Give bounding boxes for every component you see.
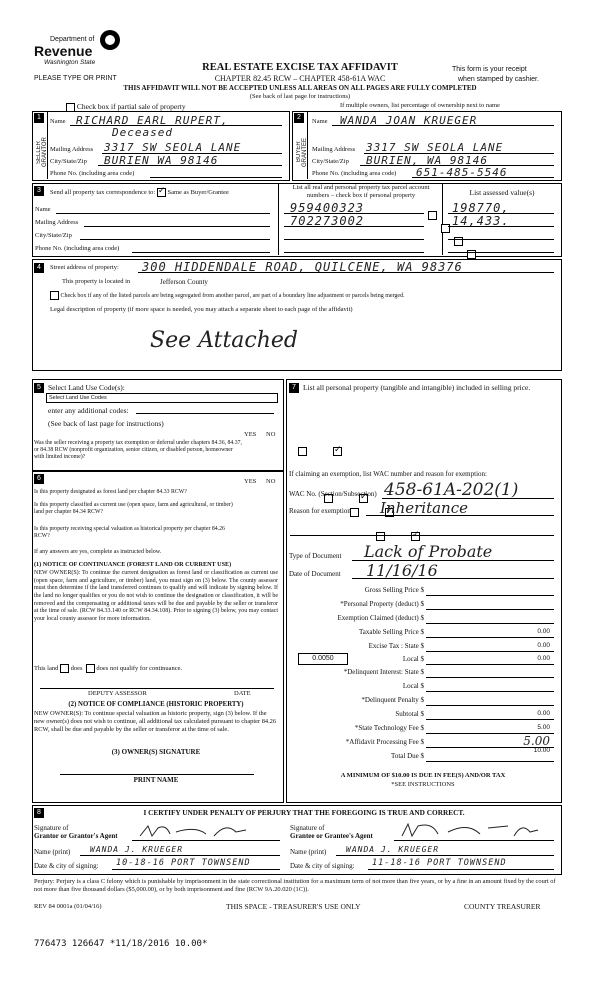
seller-name[interactable]: RICHARD EARL RUPERT, bbox=[76, 114, 229, 127]
section-4-number: 4 bbox=[34, 263, 44, 273]
technology-fee-value[interactable]: 5.00 bbox=[537, 724, 550, 731]
section-1-number: 1 bbox=[34, 113, 44, 123]
does-not-checkbox[interactable] bbox=[86, 664, 95, 673]
county-value: Jefferson County bbox=[160, 278, 208, 286]
doc-type-label: Type of Document bbox=[289, 552, 342, 560]
excise-state-label: Excise Tax : State $ bbox=[368, 642, 424, 650]
send-correspondence bbox=[50, 188, 229, 197]
seller-name-label: Name bbox=[50, 118, 66, 125]
grantee-signature-scribble bbox=[398, 820, 548, 840]
legal-description-value[interactable]: See Attached bbox=[150, 328, 298, 353]
grantor-signature[interactable] bbox=[136, 822, 276, 840]
county-treasurer: COUNTY TREASURER bbox=[464, 902, 541, 911]
certify-statement: I CERTIFY UNDER PENALTY OF PERJURY THAT THE FOREGOING IS TRUE AND CORRECT. bbox=[143, 808, 465, 817]
land-use-select-value: Select Land Use Codes bbox=[49, 395, 107, 401]
wac-label: WAC No. (Section/Subsection) bbox=[289, 490, 377, 498]
section-4-box bbox=[32, 259, 562, 371]
seller-mail[interactable]: 3317 SW SEOLA LANE bbox=[104, 141, 242, 154]
subtotal-value[interactable]: 0.00 bbox=[537, 710, 550, 717]
treasurer-use: THIS SPACE - TREASURER'S USE ONLY bbox=[226, 902, 361, 911]
processing-fee-label: *Affidavit Processing Fee $ bbox=[345, 738, 424, 746]
buyer-mail[interactable]: 3317 SW SEOLA LANE bbox=[366, 141, 504, 154]
grantee-name-label: Name (print) bbox=[290, 848, 327, 856]
gross-selling-label: Gross Selling Price $ bbox=[364, 586, 424, 594]
dept-line3: Washington State bbox=[44, 59, 96, 66]
technology-fee-label: *State Technology Fee $ bbox=[354, 724, 424, 732]
grantor-sig-label-a: Signature of bbox=[34, 824, 69, 832]
parcel-1[interactable]: 959400323 bbox=[290, 201, 365, 215]
current-use-question: Is this property classified as current use (open space, farm and agricultural, or timber) land per chapter 84.34 RCW? bbox=[34, 502, 233, 516]
receipt-line2: when stamped by cashier. bbox=[458, 76, 539, 83]
does-label: does bbox=[70, 664, 83, 672]
parcel-header-1: List all real and personal property tax parcel account bbox=[292, 184, 430, 191]
dept-line1: Department of bbox=[50, 36, 95, 43]
excise-state-value[interactable]: 0.00 bbox=[537, 642, 550, 649]
corr-city-label: City/State/Zip bbox=[35, 232, 72, 239]
buyer-name[interactable]: WANDA JOAN KRUEGER bbox=[340, 114, 478, 127]
notice-continuance-title: (1) NOTICE OF CONTINUANCE (FOREST LAND OR CURRENT USE) bbox=[34, 561, 232, 568]
section-6-number: 6 bbox=[34, 474, 44, 484]
delinquent-penalty-label: *Delinquent Penalty $ bbox=[361, 696, 424, 704]
same-as-buyer-label: Same as Buyer/Grantee bbox=[167, 188, 229, 196]
doc-date-value[interactable]: 11/16/16 bbox=[366, 561, 438, 580]
forest-land-question: Is this property designated as forest land per chapter 84.33 RCW? bbox=[34, 489, 187, 495]
receipt-line1: This form is your receipt bbox=[452, 66, 527, 73]
this-land-row bbox=[34, 664, 182, 673]
total-due-value[interactable]: 10.00 bbox=[533, 747, 550, 754]
segregate-label: Check box if any of the listed parcels are being segregated from another parcel, are part of a boundary line adjustment or parcels being merged. bbox=[60, 292, 405, 299]
buyer-phone-label: Phone No. (including area code) bbox=[312, 170, 397, 177]
wac-value[interactable]: 458-61A-202(1) bbox=[384, 480, 519, 500]
historic-question: Is this property receiving special valuation as historical property per chapter 84.26 RCW? bbox=[34, 526, 225, 540]
section-7-number: 7 bbox=[289, 383, 299, 393]
see-back: (See back of last page for instructions) bbox=[249, 93, 351, 100]
dept-line2: Revenue bbox=[34, 43, 93, 59]
grantee-name-print[interactable]: WANDA J. KRUEGER bbox=[346, 845, 440, 854]
land-use-title: Select Land Use Code(s): bbox=[48, 383, 125, 392]
delinquent-local-label: Local $ bbox=[402, 682, 424, 690]
delinquent-interest-label: *Delinquent Interest: State $ bbox=[343, 668, 424, 676]
local-rate-box[interactable]: 0.0050 bbox=[298, 653, 348, 665]
personal-property-title: List all personal property (tangible and intangible) included in selling price. bbox=[303, 383, 531, 392]
department-of-revenue-logo bbox=[30, 28, 125, 68]
reason-label: Reason for exemption bbox=[289, 507, 351, 515]
additional-codes-label: enter any additional codes: bbox=[48, 406, 129, 415]
perjury-notice: Perjury: Perjury is a class C felony which is punishable by imprisonment in the state correctional institution for a maximum term of not more than five years, or by a fine in an amount fixed by the court of not more than five thousand dollars ($5,000.00), or by both imprisonment and fine (RCW 9A.20.020 (1C)). bbox=[34, 878, 556, 894]
partial-sale-label: Check box if partial sale of property bbox=[76, 102, 186, 111]
notice-continuance-text: NEW OWNER(S): To continue the current designation as forest land or classification as current use (open space, farm and agriculture, or timber) land, you must sign on (3) below. The county assessor must then determine if the land transferred continues to qualify and will indicate by signing below. If the land no longer qualifies or you do not wish to continue the designation or classification, it will be removed and the compensating or additional taxes will be due and payable by the seller or transferor at the time of sale. (RCW 84.33.140 or RCW 84.34.108). Prior to signing (3) below, you may contact your local county assessor for more information. bbox=[34, 570, 278, 623]
send-correspondence-label: Send all property tax correspondence to: bbox=[50, 188, 156, 196]
corr-phone-label: Phone No. (including area code) bbox=[35, 245, 120, 252]
doc-date-label: Date of Document bbox=[289, 570, 341, 578]
seller-mail-label: Mailing Address bbox=[50, 146, 94, 153]
street-label: Street address of property: bbox=[50, 264, 119, 271]
section-2-number: 2 bbox=[294, 113, 304, 123]
total-due-label: Total Due $ bbox=[391, 752, 424, 760]
personal-property-label: *Personal Property (deduct) $ bbox=[340, 600, 424, 608]
street-address[interactable]: 300 HIDDENDALE ROAD, QUILCENE, WA 98376 bbox=[142, 260, 463, 274]
seller-name-line2[interactable]: Deceased bbox=[112, 126, 173, 139]
form-chapter: CHAPTER 82.45 RCW – CHAPTER 458-61A WAC bbox=[214, 74, 386, 83]
section-5-number: 5 bbox=[34, 383, 44, 393]
does-checkbox[interactable] bbox=[60, 664, 69, 673]
sec5-no: NO bbox=[266, 431, 276, 438]
processing-fee-value[interactable]: 5.00 bbox=[523, 734, 550, 748]
buyer-phone[interactable]: 651-485-5546 bbox=[416, 166, 508, 179]
fee-table bbox=[286, 586, 560, 756]
grantee-signature[interactable] bbox=[398, 820, 548, 840]
same-as-buyer-checkbox[interactable] bbox=[157, 188, 166, 197]
section-3-number: 3 bbox=[34, 186, 44, 196]
logo-circle-icon bbox=[100, 30, 120, 50]
buyer-name-label: Name bbox=[312, 118, 328, 125]
sec5-yes: YES bbox=[244, 431, 257, 438]
does-not-label: does not qualify for continuance. bbox=[96, 664, 183, 672]
excise-local-value[interactable]: 0.00 bbox=[537, 655, 550, 662]
segregate-row bbox=[50, 291, 405, 300]
doc-type-value[interactable]: Lack of Probate bbox=[364, 542, 493, 561]
taxable-selling-value[interactable]: 0.00 bbox=[537, 628, 550, 635]
see-instructions-note: *SEE INSTRUCTIONS bbox=[391, 781, 455, 788]
buyer-mail-label: Mailing Address bbox=[312, 146, 356, 153]
form-notice: THIS AFFIDAVIT WILL NOT BE ACCEPTED UNLESS ALL AREAS ON ALL PAGES ARE FULLY COMPLETED bbox=[123, 84, 477, 92]
legal-description-label: Legal description of property (if more space is needed, you may attach a separate sheet to each page of the affidavit) bbox=[50, 306, 353, 313]
this-land-label: This land bbox=[34, 664, 59, 672]
parcel-2[interactable]: 702273002 bbox=[290, 214, 365, 228]
cashier-stamp: 776473 126647 *11/18/2016 10.00* bbox=[34, 939, 208, 949]
corr-name-label: Name bbox=[35, 206, 51, 213]
section-8-number: 8 bbox=[34, 808, 44, 818]
rev-number: REV 84 0001a (01/04/16) bbox=[34, 903, 102, 910]
deputy-date-label: DATE bbox=[234, 690, 251, 697]
parcel-header-2: numbers – check box if personal property bbox=[306, 192, 416, 199]
exemption-claimed-label: Exemption Claimed (deduct) $ bbox=[337, 614, 424, 622]
print-name-label: PRINT NAME bbox=[133, 776, 179, 784]
subtotal-label: Subtotal $ bbox=[395, 710, 424, 718]
taxable-selling-label: Taxable Selling Price $ bbox=[358, 628, 424, 636]
land-use-see-back: (See back of last page for instructions) bbox=[48, 419, 164, 428]
exemption-intro: If claiming an exemption, list WAC number and reason for exemption: bbox=[289, 470, 487, 478]
seller-grantor-label: SELLER GRANTOR bbox=[36, 137, 48, 167]
parcel-1-checkbox[interactable] bbox=[428, 211, 437, 220]
if-yes-note: If any answers are yes, complete as instructed below. bbox=[34, 549, 162, 555]
assessed-value-2[interactable]: 14,433. bbox=[452, 214, 510, 228]
grantee-date-label: Date & city of signing: bbox=[290, 862, 355, 870]
buyer-grantee-label: BUYER GRANTEE bbox=[296, 137, 308, 167]
assessed-value-1[interactable]: 198770, bbox=[452, 201, 510, 215]
notice-compliance-text: NEW OWNER(S): To continue special valuation as historic property, sign (3) below. If the new owner(s) does not wish to continue, all additional tax calculated pursuant to chapter 84.26 RCW, shall be due and payable by the seller or transferor at the time of sale. bbox=[34, 710, 277, 733]
minimum-fee-note: A MINIMUM OF $10.00 IS DUE IN FEE(S) AND/OR TAX bbox=[340, 772, 506, 779]
segregate-checkbox[interactable] bbox=[50, 291, 59, 300]
land-use-select[interactable] bbox=[46, 393, 278, 403]
seller-phone-label: Phone No. (including area code) bbox=[50, 170, 135, 177]
buyer-city[interactable]: BURIEN, WA 98146 bbox=[366, 154, 488, 167]
corr-mail-label: Mailing Address bbox=[35, 219, 79, 226]
please-type: PLEASE TYPE OR PRINT bbox=[34, 75, 117, 82]
grantee-sig-label-d: Grantee or Grantee's Agent bbox=[290, 832, 373, 840]
county-label: This property is located in bbox=[62, 278, 131, 285]
grantor-sig-label-b: Grantor or Grantor's Agent bbox=[34, 832, 118, 840]
seller-city-label: City/State/Zip bbox=[50, 158, 87, 165]
sec6-yes: YES bbox=[244, 478, 257, 485]
reason-value[interactable]: Inheritance bbox=[380, 499, 469, 517]
sec6-no: NO bbox=[266, 478, 276, 485]
assessed-header: List assessed value(s) bbox=[469, 188, 535, 197]
buyer-city-label: City/State/Zip bbox=[312, 158, 349, 165]
grantor-signature-scribble bbox=[136, 822, 276, 840]
multiple-owners-note: If multiple owners, list percentage of ownership next to name bbox=[340, 102, 500, 109]
owner-signature-label: (3) OWNER(S) SIGNATURE bbox=[111, 748, 201, 756]
grantee-sig-label-c: Signature of bbox=[290, 824, 325, 832]
seller-city[interactable]: BURIEN WA 98146 bbox=[104, 154, 219, 167]
grantor-date-label: Date & city of signing: bbox=[34, 862, 99, 870]
deputy-assessor-label: DEPUTY ASSESSOR bbox=[88, 690, 147, 697]
form-title: REAL ESTATE EXCISE TAX AFFIDAVIT bbox=[202, 62, 398, 73]
grantor-date-city[interactable]: 10-18-16 PORT TOWNSEND bbox=[116, 858, 251, 868]
notice-compliance-title: (2) NOTICE OF COMPLIANCE (HISTORIC PROPERTY) bbox=[68, 701, 244, 708]
grantor-name-label: Name (print) bbox=[34, 848, 71, 856]
exemption-question: Was the seller receiving a property tax exemption or deferral under chapters 84.36, 84.37, or 84.38 RCW (nonprofit organization, senior citizen, or disabled person, homeowner with limited income)? bbox=[34, 440, 242, 461]
grantee-date-city[interactable]: 11-18-16 PORT TOWNSEND bbox=[372, 858, 507, 868]
grantor-name-print[interactable]: WANDA J. KRUEGER bbox=[90, 845, 184, 854]
excise-local-label: Local $ bbox=[402, 655, 424, 663]
